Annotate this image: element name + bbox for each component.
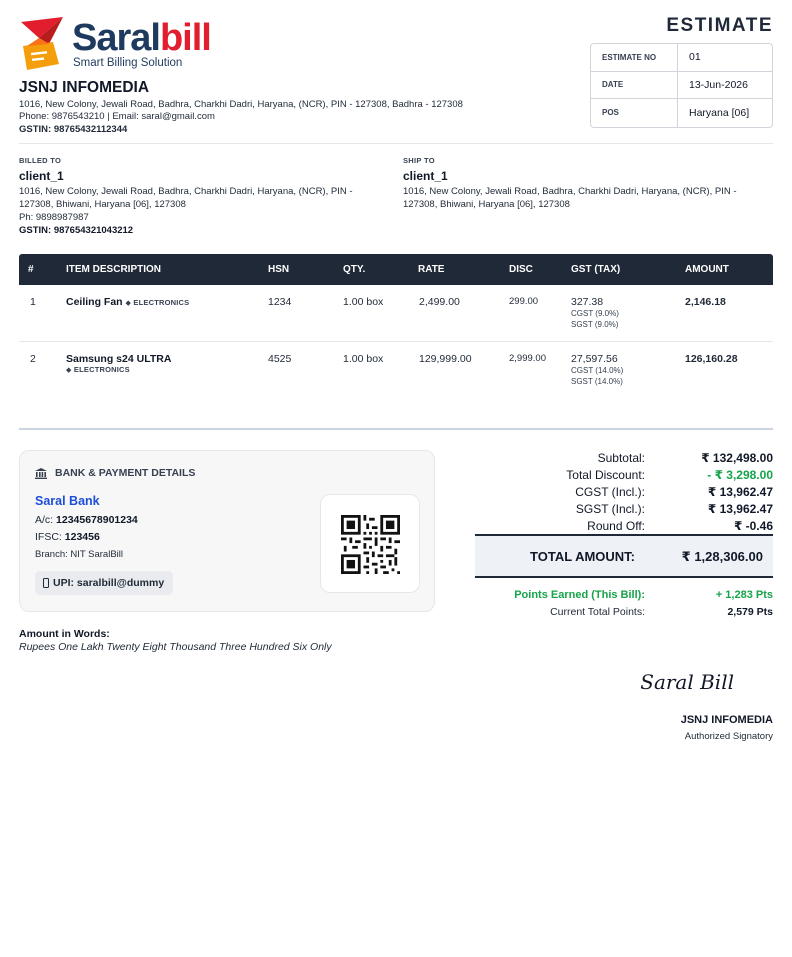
meta-value: 13-Jun-2026 xyxy=(689,78,748,91)
meta-value: 01 xyxy=(689,51,701,64)
seller-contact: Phone: 9876543210 | Email: saral@gmail.com xyxy=(19,111,215,123)
ship-to-label: SHIP TO xyxy=(403,156,435,165)
column-header: RATE xyxy=(418,264,445,275)
column-header: # xyxy=(28,264,34,275)
logo-mark-icon xyxy=(19,16,71,72)
points-earned-label: Points Earned (This Bill): xyxy=(514,589,645,601)
column-header: DISC xyxy=(509,264,533,275)
item-category: ◆ ELECTRONICS xyxy=(66,365,130,374)
item-sgst-rate: SGST (9.0%) xyxy=(571,320,619,329)
cgst-label: CGST (Incl.): xyxy=(575,485,645,499)
cgst-row xyxy=(475,485,773,502)
item-name: Samsung s24 ULTRA xyxy=(66,353,172,365)
cgst-value: ₹ 13,962.47 xyxy=(707,485,773,499)
billed-to-address: 1016, New Colony, Jewali Road, Badhra, Charkhi Dadri, Haryana, (NCR), PIN - 127308, Bhiwani, Haryana [06], 127308 xyxy=(19,186,353,210)
bank-payment-card xyxy=(19,450,435,612)
total-amount-value: ₹ 1,28,306.00 xyxy=(681,549,763,564)
item-sgst-rate: SGST (14.0%) xyxy=(571,377,623,386)
item-cgst-rate: CGST (14.0%) xyxy=(571,366,624,375)
tag-icon: ◆ xyxy=(125,300,132,307)
item-discount: 2,999.00 xyxy=(509,353,546,364)
column-header: GST (TAX) xyxy=(571,264,621,275)
roundoff-label: Round Off: xyxy=(587,519,645,533)
item-cgst-rate: CGST (9.0%) xyxy=(571,309,619,318)
saralbill-logo xyxy=(19,16,234,76)
sgst-value: ₹ 13,962.47 xyxy=(707,502,773,516)
bank-ifsc: IFSC: 123456 xyxy=(35,531,100,543)
row-number: 1 xyxy=(30,296,36,308)
logo-wordmark: Saralbill xyxy=(72,17,211,59)
ship-to-section xyxy=(403,156,773,211)
subtotal-value: ₹ 132,498.00 xyxy=(701,451,773,465)
tag-icon: ◆ xyxy=(66,367,72,374)
item-hsn: 1234 xyxy=(268,296,292,308)
discount-value: - ₹ 3,298.00 xyxy=(707,468,773,482)
bank-account: A/c: 12345678901234 xyxy=(35,514,138,526)
billed-to-phone: Ph: 9898987987 xyxy=(19,212,89,223)
column-header: AMOUNT xyxy=(685,264,729,275)
bank-name: Saral Bank xyxy=(35,494,100,508)
current-points-value: 2,579 Pts xyxy=(727,606,773,618)
current-points-row xyxy=(475,606,773,623)
item-gst xyxy=(571,353,623,387)
items-table xyxy=(19,254,773,399)
current-points-label: Current Total Points: xyxy=(550,606,645,618)
document-title: ESTIMATE xyxy=(666,15,773,36)
column-header: HSN xyxy=(268,264,290,275)
item-qty: 1.00 box xyxy=(343,353,384,365)
item-hsn: 4525 xyxy=(268,353,292,365)
item-amount: 2,146.18 xyxy=(685,296,726,308)
meta-label: POS xyxy=(591,99,678,127)
totals-summary xyxy=(475,451,773,536)
billed-to-section xyxy=(19,156,389,237)
subtotal-row xyxy=(475,451,773,468)
billed-to-name: client_1 xyxy=(19,169,64,183)
meta-row-date xyxy=(591,72,772,100)
meta-label: DATE xyxy=(591,72,678,99)
billed-to-gstin: GSTIN: 987654321043212 xyxy=(19,225,134,236)
bank-icon xyxy=(35,468,47,479)
column-header: ITEM DESCRIPTION xyxy=(66,264,162,275)
seller-details xyxy=(19,99,463,136)
points-earned-row xyxy=(475,589,773,606)
meta-row-pos xyxy=(591,99,772,127)
header-divider xyxy=(19,143,773,144)
qr-code-icon xyxy=(341,515,400,574)
item-description xyxy=(66,296,189,308)
sgst-row xyxy=(475,502,773,519)
loyalty-points xyxy=(475,589,773,623)
billed-to-label: BILLED TO xyxy=(19,156,62,165)
item-amount: 126,160.28 xyxy=(685,353,738,365)
row-number: 2 xyxy=(30,353,36,365)
column-header: QTY. xyxy=(343,264,366,275)
meta-value: Haryana [06] xyxy=(689,106,750,119)
estimate-document xyxy=(19,14,773,742)
item-qty: 1.00 box xyxy=(343,296,384,308)
item-category: ◆ ELECTRONICS xyxy=(125,298,190,307)
discount-label: Total Discount: xyxy=(566,468,645,482)
table-row xyxy=(19,342,773,399)
points-earned-value: + 1,283 Pts xyxy=(715,589,773,601)
meta-label: ESTIMATE NO xyxy=(591,44,678,71)
table-header xyxy=(19,254,773,285)
seller-address: 1016, New Colony, Jewali Road, Badhra, Charkhi Dadri, Haryana, (NCR), PIN - 127308, Badhra - 127308 xyxy=(19,99,463,110)
roundoff-value: ₹ -0.46 xyxy=(733,519,773,533)
meta-row-number xyxy=(591,44,772,72)
item-description xyxy=(66,353,171,374)
document-meta-table xyxy=(590,43,773,128)
qr-card xyxy=(320,494,420,593)
table-bottom-divider xyxy=(19,428,773,430)
amount-in-words-label: Amount in Words: xyxy=(19,628,110,640)
ship-to-address: 1016, New Colony, Jewali Road, Badhra, Charkhi Dadri, Haryana, (NCR), PIN - 127308, Bhiwani, Haryana [06], 127308 xyxy=(403,186,737,210)
total-amount-label: TOTAL AMOUNT: xyxy=(530,549,635,564)
item-rate: 129,999.00 xyxy=(419,353,472,365)
item-rate: 2,499.00 xyxy=(419,296,460,308)
total-amount-bar xyxy=(475,534,773,578)
item-discount: 299.00 xyxy=(509,296,539,307)
table-row xyxy=(19,285,773,342)
item-gst-amount: 27,597.56 xyxy=(571,353,618,365)
signatory-company: JSNJ INFOMEDIA xyxy=(680,714,773,726)
item-gst xyxy=(571,296,619,330)
discount-row xyxy=(475,468,773,485)
seller-gstin: GSTIN: 98765432112344 xyxy=(19,123,128,135)
sgst-label: SGST (Incl.): xyxy=(575,502,645,516)
item-name: Ceiling Fan xyxy=(66,296,123,308)
header xyxy=(19,14,773,140)
signatory-role: Authorized Signatory xyxy=(684,731,773,742)
bank-section-title: BANK & PAYMENT DETAILS xyxy=(35,467,195,479)
item-gst-amount: 327.38 xyxy=(571,296,604,308)
upi-chip[interactable]: UPI: saralbill@dummy xyxy=(35,571,173,595)
signature-script: Saral Bill xyxy=(640,670,734,694)
phone-icon xyxy=(43,578,49,588)
logo-tagline: Smart Billing Solution xyxy=(73,57,183,69)
seller-name: JSNJ INFOMEDIA xyxy=(19,79,150,96)
ship-to-name: client_1 xyxy=(403,169,448,183)
subtotal-label: Subtotal: xyxy=(597,451,645,465)
bank-branch: Branch: NIT SaralBill xyxy=(35,549,123,560)
amount-in-words: Rupees One Lakh Twenty Eight Thousand Three Hundred Six Only xyxy=(19,641,332,653)
